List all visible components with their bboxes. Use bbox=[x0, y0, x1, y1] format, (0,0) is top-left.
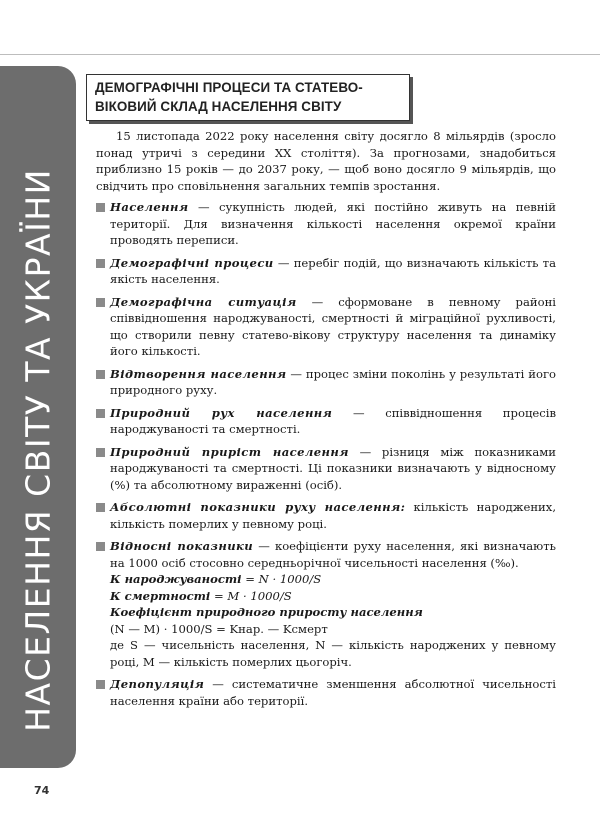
term: Абсолютні показники руху населення: bbox=[110, 500, 406, 514]
term: Відтворення населення bbox=[110, 366, 287, 381]
formula-rhs: = N · 1000/S bbox=[241, 572, 322, 586]
term: Демографічна ситуація bbox=[110, 294, 297, 309]
formula-growth-title: Коефіцієнт природного приросту населення bbox=[110, 605, 423, 619]
formula-legend: де S — чисельність населення, N — кількість народжених у певному році, M — кількість померлих цьогоріч. bbox=[110, 638, 556, 669]
bullet-square-icon bbox=[96, 503, 105, 512]
definition-depopulation bbox=[96, 676, 556, 709]
definition-natural-growth bbox=[96, 444, 556, 494]
term: Відносні показники bbox=[110, 539, 254, 553]
bullet-square-icon bbox=[96, 542, 105, 551]
definition: — співвідношення процесів народжуваності та смертності. bbox=[110, 405, 556, 436]
definition: — процес зміни поколінь у результаті його природного руху. bbox=[110, 366, 556, 397]
bullet-square-icon bbox=[96, 259, 105, 268]
page-number: 74 bbox=[34, 784, 50, 797]
term: Депопуляція bbox=[110, 677, 205, 691]
formula-birth-rate bbox=[110, 571, 556, 588]
formula-growth: (N — M) · 1000/S = Kнар. — Kсмерт bbox=[110, 621, 328, 636]
bullet-square-icon bbox=[96, 409, 105, 418]
definition: кількість народжених, кількість померлих у певному році. bbox=[110, 500, 556, 531]
definition-absolute-indicators bbox=[96, 499, 556, 532]
formula-rhs: = M · 1000/S bbox=[210, 588, 292, 603]
definition-reproduction bbox=[96, 366, 556, 399]
bullet-square-icon bbox=[96, 448, 105, 457]
term: Демографічні процеси bbox=[110, 255, 274, 270]
term: Населення bbox=[110, 200, 189, 214]
definition: — коефіцієнти руху населення, які визначають на 1000 осіб стосовно середньорічної чисельності населення (‰). bbox=[110, 539, 556, 570]
definition-population bbox=[96, 199, 556, 249]
definition: — систематичне зменшення абсолютної чисельності населення країни або території. bbox=[110, 677, 556, 708]
definition-demographic-processes bbox=[96, 255, 556, 288]
chapter-sidebar bbox=[0, 66, 76, 768]
definition: — сукупність людей, які постійно живуть на певній території. Для визначення кількості населення окремої країни проводять переписи. bbox=[110, 200, 556, 247]
term: Природний приріст населення bbox=[110, 444, 349, 459]
formula-lhs: К смертності bbox=[110, 588, 211, 603]
intro-paragraph: 15 листопада 2022 року населення світу досягло 8 мільярдів (зросло понад утричі з середини ХХ століття). За прогнозами, знадобиться приблизно 15 років — до 2037 року, — щоб воно досягло 9 мільярдів, що свідчить про сповільнення загальних темпів зростання. bbox=[96, 129, 556, 193]
chapter-title: НАСЕЛЕННЯ СВІТУ ТА УКРАЇНИ bbox=[18, 168, 58, 732]
section-title: ДЕМОГРАФІЧНІ ПРОЦЕСИ ТА СТАТЕВО-ВІКОВИЙ СКЛАД НАСЕЛЕННЯ СВІТУ bbox=[86, 74, 410, 121]
definition: — перебіг подій, що визначають кількість та якість населення. bbox=[110, 255, 556, 286]
bullet-square-icon bbox=[96, 680, 105, 689]
term: Природний рух населення bbox=[110, 405, 333, 420]
bullet-square-icon bbox=[96, 370, 105, 379]
definition-relative-indicators bbox=[96, 538, 556, 670]
main-text bbox=[96, 128, 556, 715]
formula-death-rate bbox=[110, 588, 556, 605]
definition: — різниця між показниками народжуваності та смертності. Ці показники визначають у відносному (%) та абсолютному вираженні (осіб). bbox=[110, 444, 556, 492]
definition-demographic-situation bbox=[96, 294, 556, 360]
definition: — сформоване в певному районі співвідношення народжуваності, смертності й міграційної рухливості, що створили певну статево-вікову структуру населення та динаміку його кількості. bbox=[110, 294, 556, 358]
bullet-square-icon bbox=[96, 203, 105, 212]
top-rule bbox=[0, 54, 600, 55]
formula-lhs: К народжуваності bbox=[110, 572, 242, 586]
definition-natural-movement bbox=[96, 405, 556, 438]
bullet-square-icon bbox=[96, 298, 105, 307]
